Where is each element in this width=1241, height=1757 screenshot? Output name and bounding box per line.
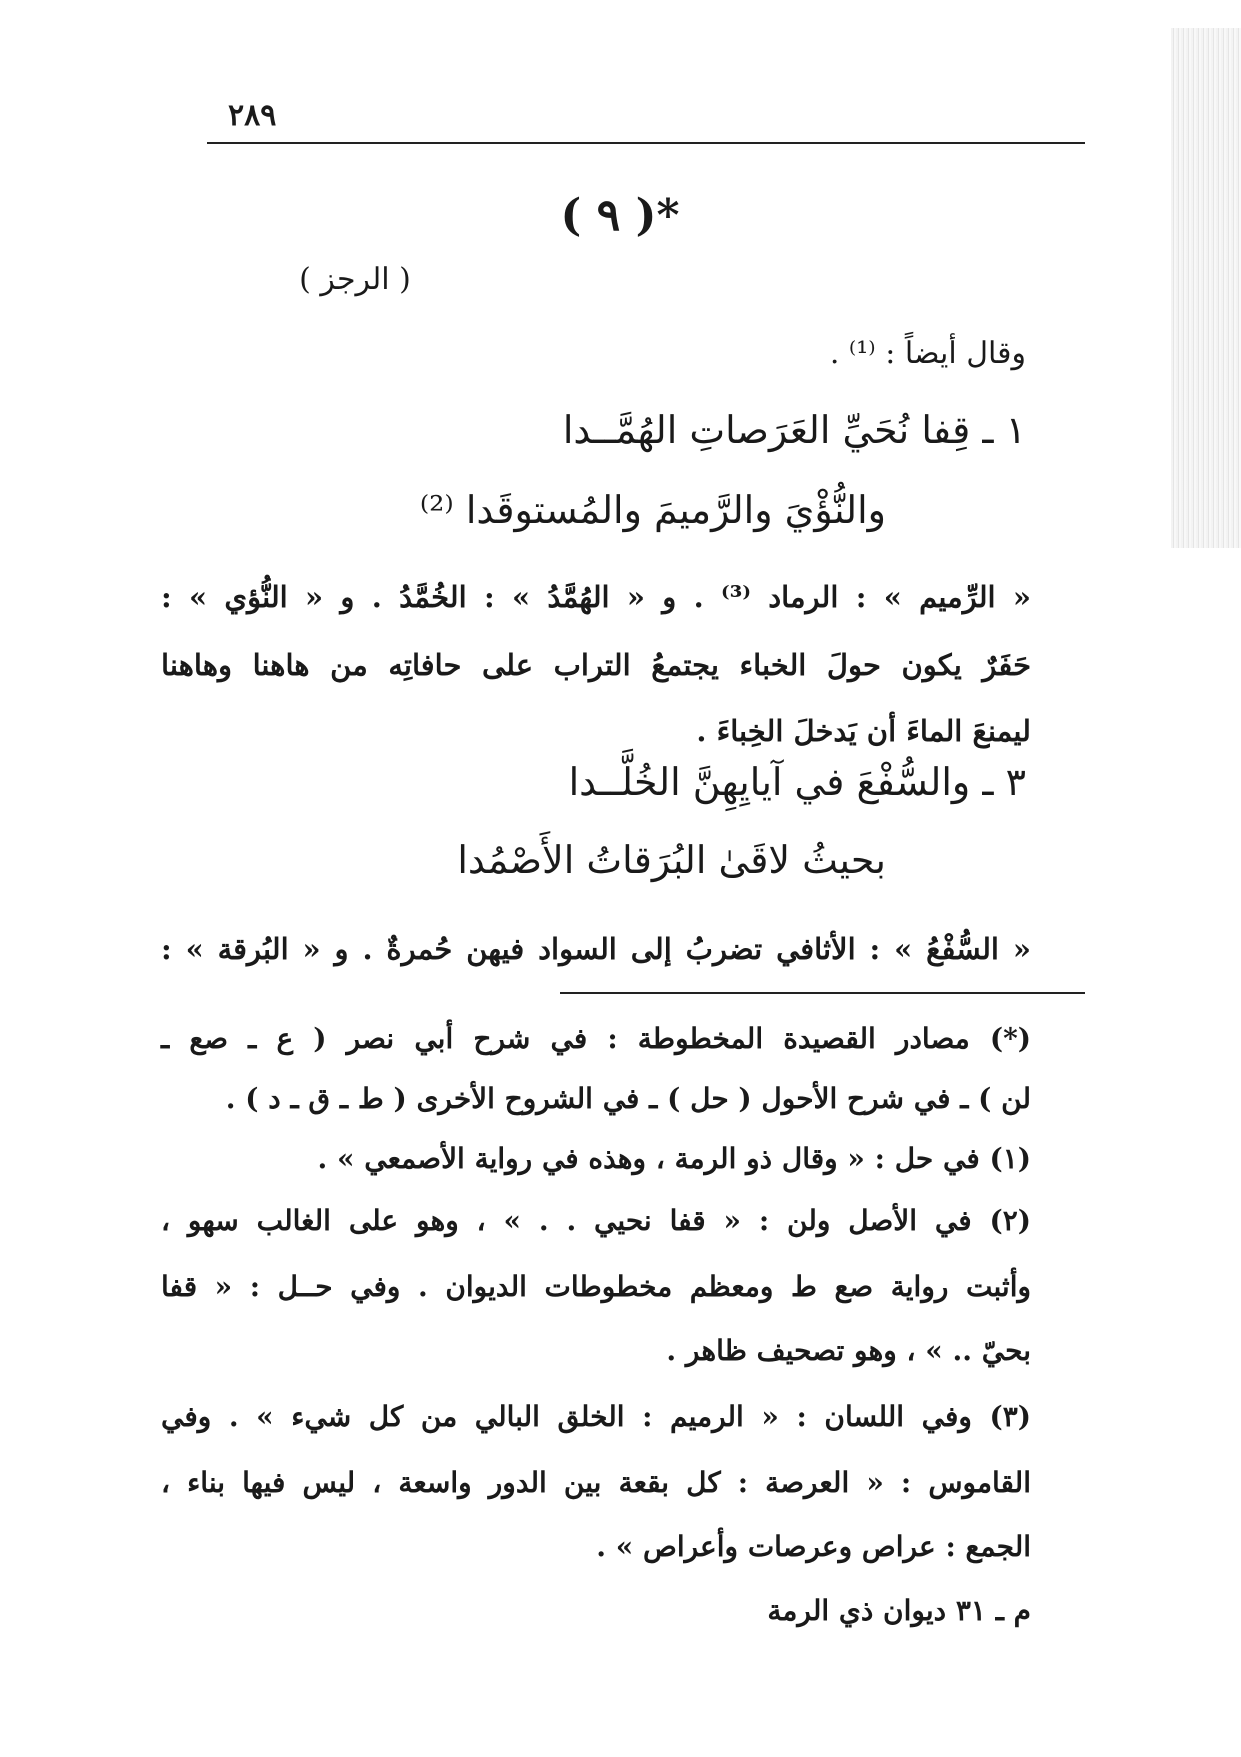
footnote-3: القاموس : « العرصة : كل بقعة بين الدور واسعة ، ليس فيها بناء ، bbox=[161, 1466, 1031, 1499]
gloss-line: « الرِّميم » : الرماد ⁽³⁾ . و « الهُمَّدُ » : الخُمَّدُ . و « النُّؤي » : bbox=[161, 580, 1031, 614]
verse-3-second-hemistich: بحيثُ لاقَىٰ البُرَقاتُ الأَصْمُدا bbox=[457, 838, 886, 882]
footnote-2: بحيّ .. » ، وهو تصحيف ظاهر . bbox=[666, 1334, 1031, 1367]
footnote-star: (*) مصادر القصيدة المخطوطة : في شرح أبي نصر ( ع ـ صع ـ bbox=[161, 1022, 1031, 1055]
footnote-3: (٣) وفي اللسان : « الرميم : الخلق البالي من كل شيء » . وفي bbox=[161, 1400, 1031, 1433]
footnote-1: (١) في حل : « وقال ذو الرمة ، وهذه في رواية الأصمعي » . bbox=[317, 1142, 1031, 1175]
page-number: ٢٨٩ bbox=[228, 98, 277, 133]
footnote-star: لن ) ـ في شرح الأحول ( حل ) ـ في الشروح الأخرى ( ط ـ ق ـ د ) . bbox=[225, 1082, 1031, 1115]
footnote-2: (٢) في الأصل ولن : « قفا نحيي . . » ، وهو على الغالب سهو ، bbox=[161, 1204, 1031, 1237]
poem-intro: وقال أيضاً : ⁽¹⁾ . bbox=[829, 336, 1026, 371]
verse-3-first-hemistich: ٣ ـ والسُّفْعَ في آيايِهِنَّ الخُلَّــدا bbox=[568, 760, 1026, 804]
header-rule bbox=[207, 142, 1085, 144]
verse-1-second-hemistich: والنُّؤْيَ والرَّميمَ والمُستوقَدا ⁽²⁾ bbox=[419, 488, 886, 532]
gloss-line: ليمنعَ الماءَ أن يَدخلَ الخِباءَ . bbox=[696, 714, 1031, 748]
gloss-line: « السُّفْعُ » : الأثافي تضربُ إلى السواد فيهن حُمرةٌ . و « البُرقة » : bbox=[161, 932, 1031, 966]
footnote-2: وأثبت رواية صع ط ومعظم مخطوطات الديوان . وفي حــل : « قفا bbox=[161, 1270, 1031, 1303]
page-edge-shadow bbox=[1171, 28, 1241, 548]
poem-number: ( ٩ )* bbox=[560, 190, 680, 241]
gloss-line: حَفَرٌ يكون حولَ الخباء يجتمعُ التراب على حافاتِه من هاهنا وهاهنا bbox=[161, 648, 1031, 682]
footnote-3: الجمع : عراص وعرصات وأعراص » . bbox=[596, 1530, 1031, 1563]
footnote-rule bbox=[560, 992, 1085, 994]
verse-1-first-hemistich: ١ ـ قِفا نُحَيِّ العَرَصاتِ الهُمَّــدا bbox=[562, 408, 1026, 452]
signature-footer: م ـ ٣١ ديوان ذي الرمة bbox=[767, 1594, 1031, 1627]
poem-meter: ( الرجز ) bbox=[299, 262, 411, 297]
